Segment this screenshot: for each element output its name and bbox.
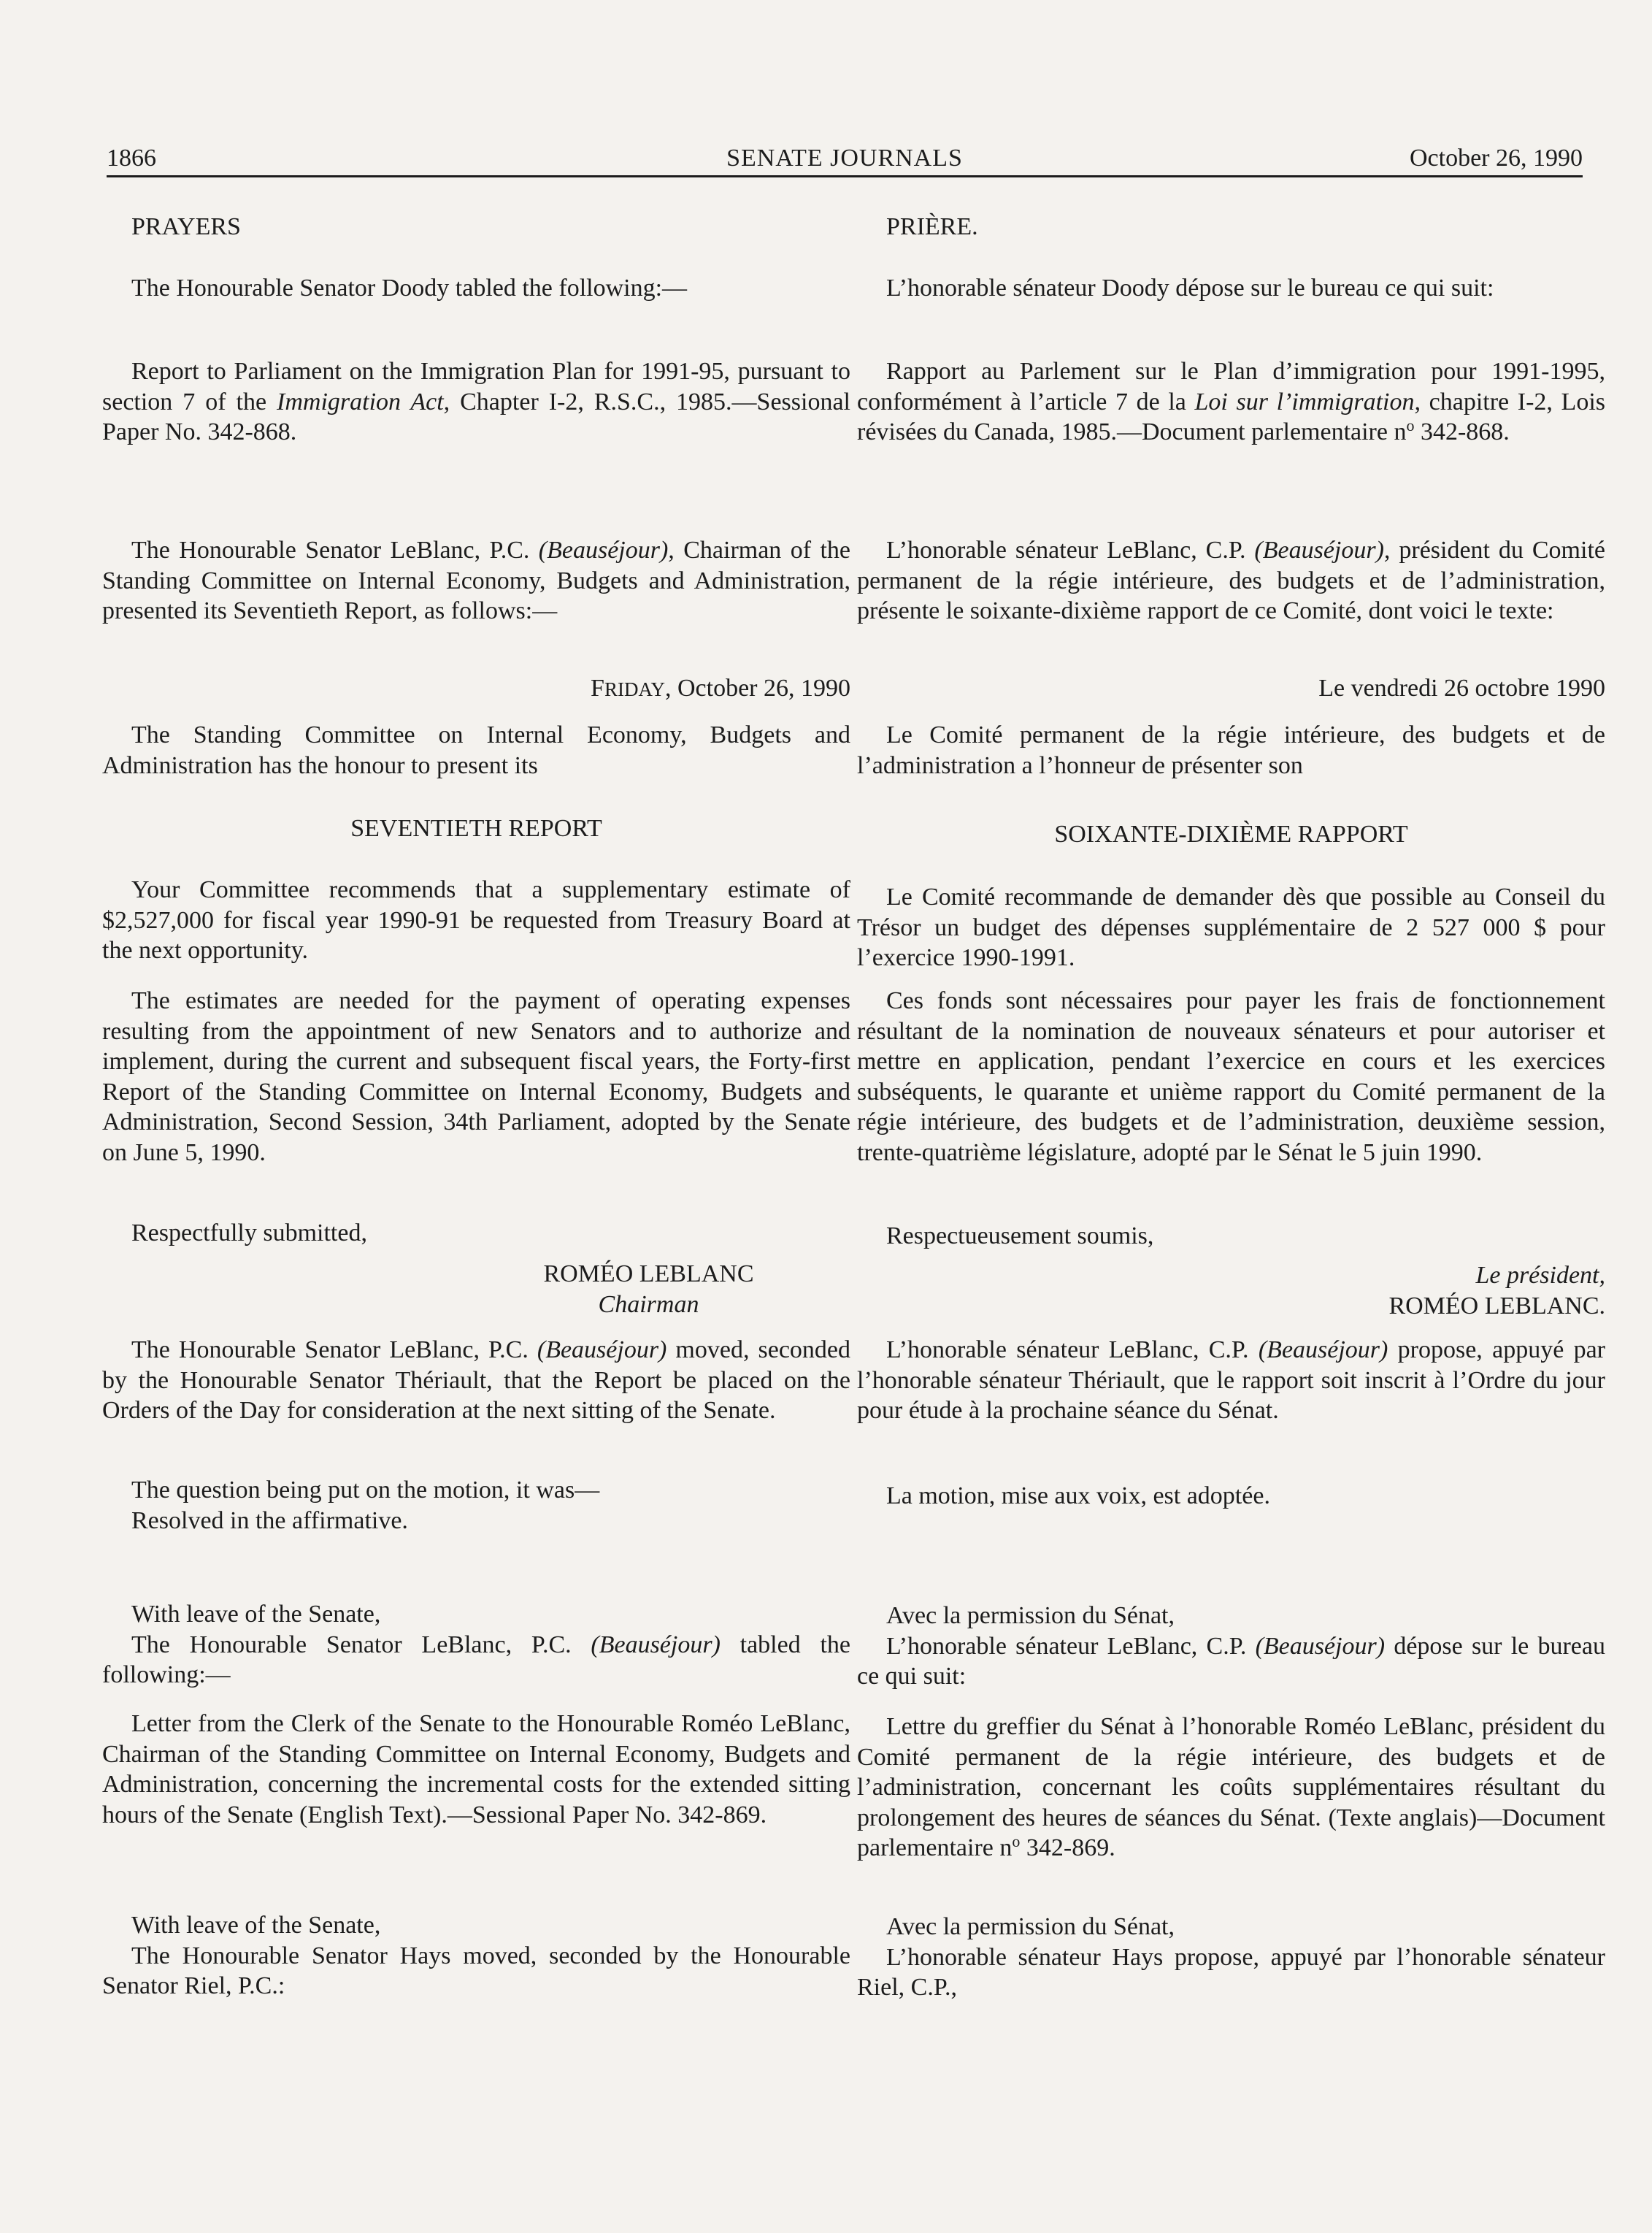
- text-run: 342-869.: [1020, 1834, 1115, 1861]
- text-run: dépose sur le bureau ce qui suit:: [857, 1632, 1605, 1690]
- paragraph: [857, 535, 1605, 627]
- immigration-report-entry: [857, 356, 1605, 448]
- riding-name: (Beauséjour): [1258, 1336, 1388, 1363]
- paragraph: The Honourable Senator Doody tabled the following:—: [131, 275, 688, 302]
- paragraph: Ces fonds sont nécessaires pour payer les frais de fonctionnement résultant de la nomination de nouveaux sénateurs et pour autoriser et mettre en application, pendant l’exercice en cours et les exercices subséquents, le quarante et unième rapport du Comité permanent de la régie intérieure, des budgets et de l’administration, deuxième session, trente-quatrième législature, adopté par le Sénat le 5 juin 1990.: [857, 987, 1605, 1166]
- report-title-text: SOIXANTE-DIXIÈME RAPPORT: [1054, 821, 1408, 848]
- tabled-intro: [857, 273, 1605, 304]
- motion-paragraph: [857, 1335, 1605, 1426]
- text-run: Lettre du greffier du Sénat à l’honorable Roméo LeBlanc, président du Comité permanent de la régie intérieure, des budgets et de l’administration, concernant les coûts supplémentaires résultant du prolongement des heures de séances du Sénat. (Texte anglais)—Document parlementaire n: [857, 1713, 1605, 1861]
- paragraph: The Standing Committee on Internal Economy, Budgets and Administration has the honour to present its: [102, 721, 850, 779]
- question-put: [102, 1475, 850, 1536]
- text-run: Chairman of the Standing Committee on Internal Economy, Budgets and Administration, presented its Seventieth Report, as follows:—: [102, 537, 850, 624]
- signature-block: [99, 1259, 848, 1320]
- paragraph: Your Committee recommends that a supplementary estimate of $2,527,000 for fiscal year 1990-91 be requested from Treasury Board at the next opportunity.: [102, 876, 850, 964]
- paragraph: Avec la permission du Sénat,: [886, 1602, 1175, 1629]
- text-run: moved, seconded by the Honourable Senator Thériault, that the Report be placed on the Orders of the Day for consideration at the next sitting of the Senate.: [102, 1336, 850, 1424]
- text-run: L’honorable sénateur LeBlanc, C.P.: [886, 537, 1255, 564]
- text-run: propose, appuyé par l’honorable sénateur Thériault, que le rapport soit inscrit à l’Ordre du jour pour étude à la prochaine séance du Sénat.: [857, 1336, 1605, 1424]
- text-run: , October 26, 1990: [664, 675, 850, 702]
- header-date: October 26, 1990: [1409, 145, 1583, 172]
- paragraph: The question being put on the motion, it was—: [131, 1476, 600, 1504]
- seventieth-report-presentation: [857, 535, 1605, 627]
- submitted-line: [857, 1221, 1605, 1252]
- text-run: chapitre I-2, Lois révisées du Canada, 1985.—Document parlementaire n: [857, 388, 1606, 445]
- section-heading-prayers: [102, 212, 850, 242]
- text-run: 342-868.: [1414, 418, 1510, 445]
- paragraph: L’honorable sénateur Doody dépose sur le bureau ce qui suit:: [886, 275, 1494, 302]
- signature-block: [857, 1260, 1605, 1321]
- paragraph: With leave of the Senate,: [131, 1601, 381, 1628]
- riding-name: (Beauséjour): [1255, 1632, 1386, 1660]
- clerk-letter-entry: [857, 1712, 1605, 1864]
- text-run: président du Comité permanent de la régie intérieure, des budgets et de l’administration, présente le soixante-dixième rapport de ce Comité, dont voici le texte:: [857, 537, 1605, 624]
- page-number: 1866: [107, 145, 156, 172]
- estimates-paragraph: [857, 986, 1605, 1168]
- committee-honour: [102, 720, 850, 781]
- report-title: [102, 813, 850, 844]
- text-run: The Honourable Senator LeBlanc, P.C.: [131, 1336, 537, 1363]
- paragraph: [102, 1630, 850, 1690]
- paragraph: The Honourable Senator Hays moved, seconded by the Honourable Senator Riel, P.C.:: [102, 1942, 850, 1999]
- superscript: o: [1406, 416, 1415, 434]
- immigration-report-entry: [102, 356, 850, 448]
- motion-adopted: [857, 1481, 1605, 1512]
- paragraph: Respectfully submitted,: [131, 1219, 367, 1246]
- paragraph: Resolved in the affirmative.: [131, 1506, 408, 1534]
- paragraph: Respectueusement soumis,: [886, 1222, 1154, 1249]
- paragraph: [102, 535, 850, 627]
- paragraph: [857, 356, 1605, 448]
- report-date-line: [857, 673, 1605, 704]
- text-run: Rapport au Parlement sur le Plan d’immigration pour 1991-1995, conformément à l’article 7 de la: [857, 358, 1605, 415]
- journal-title: SENATE JOURNALS: [726, 145, 963, 172]
- riding-name: (Beauséjour): [537, 1336, 667, 1363]
- clerk-letter-entry: [102, 1709, 850, 1830]
- estimates-paragraph: [102, 986, 850, 1168]
- paragraph: Letter from the Clerk of the Senate to the Honourable Roméo LeBlanc, Chairman of the Standing Committee on Internal Economy, Budgets and Administration, concerning the incremental costs for the extended sitting hours of the Senate (English Text).—Sessional Paper No. 342-869.: [102, 1710, 850, 1828]
- signatory-name: ROMÉO LEBLANC: [543, 1260, 754, 1287]
- act-title: Loi sur l’immigration,: [1194, 388, 1421, 415]
- signatory-role: [99, 1290, 848, 1320]
- paragraph: [102, 356, 850, 448]
- text-run: The Honourable Senator LeBlanc, P.C.: [131, 537, 539, 564]
- section-heading-priere: [857, 212, 1605, 242]
- english-column: [102, 0, 850, 2233]
- paragraph: [857, 1712, 1605, 1864]
- leave-tabled-letter: [857, 1601, 1605, 1692]
- paragraph: [857, 1335, 1605, 1426]
- text-run: F: [591, 675, 604, 702]
- heading-text: PRAYERS: [131, 213, 241, 240]
- superscript: o: [1012, 1832, 1021, 1850]
- text-run: Chapter I-2, R.S.C., 1985.—Sessional Paper No. 342-868.: [102, 388, 850, 445]
- role-text: Chairman: [598, 1290, 699, 1318]
- paragraph: Avec la permission du Sénat,: [886, 1913, 1175, 1940]
- paragraph: Le Comité permanent de la régie intérieure, des budgets et de l’administration a l’honneur de présenter son: [857, 721, 1605, 779]
- act-title: Immigration Act,: [277, 388, 450, 415]
- tabled-intro: [102, 273, 850, 304]
- report-title-text: SEVENTIETH REPORT: [350, 815, 602, 842]
- riding-name: (Beauséjour),: [1254, 537, 1391, 564]
- submitted-line: [102, 1218, 850, 1249]
- text-run: tabled the following:—: [102, 1631, 850, 1688]
- report-title: [857, 819, 1605, 850]
- text-run: Report to Parliament on the Immigration Plan for 1991-95, pursuant to section 7 of the: [102, 358, 850, 415]
- role-text: Le président,: [1475, 1262, 1605, 1289]
- committee-honour: [857, 720, 1605, 781]
- riding-name: (Beauséjour): [591, 1631, 721, 1658]
- report-date: Le vendredi 26 octobre 1990: [1318, 675, 1605, 702]
- recommendation: [102, 875, 850, 966]
- text-run: L’honorable sénateur LeBlanc, C.P.: [886, 1336, 1259, 1363]
- paragraph: L’honorable sénateur Hays propose, appuyé par l’honorable sénateur Riel, C.P.,: [857, 1943, 1605, 2001]
- paragraph: Le Comité recommande de demander dès que possible au Conseil du Trésor un budget des dépenses supplémentaire de 2 527 000 $ pour l’exercice 1990-1991.: [857, 884, 1605, 971]
- signatory-name: ROMÉO LEBLANC.: [1388, 1292, 1605, 1320]
- report-date: [102, 673, 850, 705]
- motion-paragraph: [102, 1335, 850, 1426]
- french-column: [857, 0, 1605, 2233]
- recommendation: [857, 882, 1605, 973]
- text-run: L’honorable sénateur LeBlanc, C.P.: [886, 1632, 1256, 1660]
- signatory-role: [857, 1260, 1605, 1291]
- text-run: The Honourable Senator LeBlanc, P.C.: [131, 1631, 591, 1658]
- leave-tabled-letter: [102, 1599, 850, 1690]
- paragraph: [102, 1335, 850, 1426]
- hays-motion: [857, 1912, 1605, 2003]
- riding-name: (Beauséjour),: [538, 537, 675, 564]
- paragraph: La motion, mise aux voix, est adoptée.: [886, 1482, 1270, 1509]
- text-run: RIDAY: [604, 678, 665, 700]
- hays-motion: [102, 1910, 850, 2002]
- seventieth-report-presentation: [102, 535, 850, 627]
- heading-text: PRIÈRE.: [886, 213, 978, 240]
- paragraph: [857, 1631, 1605, 1692]
- paragraph: With leave of the Senate,: [131, 1912, 381, 1939]
- report-date-line: [102, 673, 850, 705]
- paragraph: The estimates are needed for the payment of operating expenses resulting from the appointment of new Senators and to authorize and implement, during the current and subsequent fiscal years, the Forty-first Report of the Standing Committee on Internal Economy, Budgets and Administration, Second Session, 34th Parliament, adopted by the Senate on June 5, 1990.: [102, 987, 850, 1166]
